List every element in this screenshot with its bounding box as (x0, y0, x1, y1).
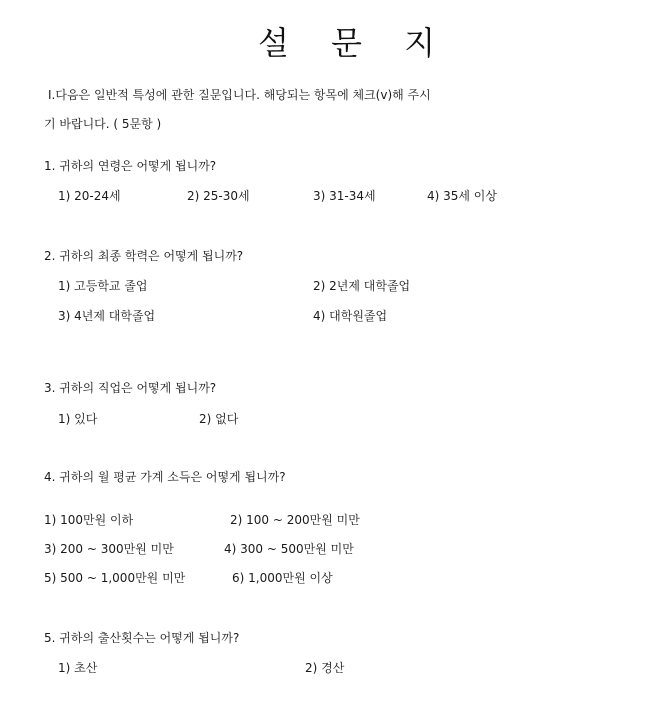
question-2-text: 2. 귀하의 최종 학력은 어떻게 됩니까? (44, 249, 244, 263)
question-5-option-1[interactable]: 1) 초산 (58, 661, 98, 675)
question-4-option-2[interactable]: 2) 100 ~ 200만원 미만 (230, 513, 360, 527)
intro-line-2: 기 바랍니다. ( 5문항 ) (44, 117, 162, 131)
question-4-option-5[interactable]: 5) 500 ~ 1,000만원 미만 (44, 571, 186, 585)
question-1-option-3[interactable]: 3) 31-34세 (313, 189, 376, 203)
question-5-option-2[interactable]: 2) 경산 (305, 661, 345, 675)
document-title: 설 문 지 (257, 24, 452, 62)
question-4-text: 4. 귀하의 월 평균 가계 소득은 어떻게 됩니까? (44, 470, 286, 484)
question-2-option-1[interactable]: 1) 고등학교 졸업 (58, 279, 148, 293)
question-4-option-6[interactable]: 6) 1,000만원 이상 (232, 571, 333, 585)
question-4-option-1[interactable]: 1) 100만원 이하 (44, 513, 134, 527)
question-4-option-3[interactable]: 3) 200 ~ 300만원 미만 (44, 542, 174, 556)
question-2-option-3[interactable]: 3) 4년제 대학졸업 (58, 309, 156, 323)
question-4-option-4[interactable]: 4) 300 ~ 500만원 미만 (224, 542, 354, 556)
question-1-text: 1. 귀하의 연령은 어떻게 됩니까? (44, 159, 217, 173)
question-2-option-2[interactable]: 2) 2년제 대학졸업 (313, 279, 411, 293)
question-1-option-2[interactable]: 2) 25-30세 (187, 189, 250, 203)
question-3-text: 3. 귀하의 직업은 어떻게 됩니까? (44, 381, 217, 395)
question-5-text: 5. 귀하의 출산횟수는 어떻게 됩니까? (44, 631, 240, 645)
question-3-option-2[interactable]: 2) 없다 (199, 412, 239, 426)
question-1-option-4[interactable]: 4) 35세 이상 (427, 189, 497, 203)
question-1-option-1[interactable]: 1) 20-24세 (58, 189, 121, 203)
question-3-option-1[interactable]: 1) 있다 (58, 412, 98, 426)
question-2-option-4[interactable]: 4) 대학원졸업 (313, 309, 388, 323)
intro-line-1: Ⅰ.다음은 일반적 특성에 관한 질문입니다. 해당되는 항목에 체크(v)해 주시 (48, 88, 431, 102)
